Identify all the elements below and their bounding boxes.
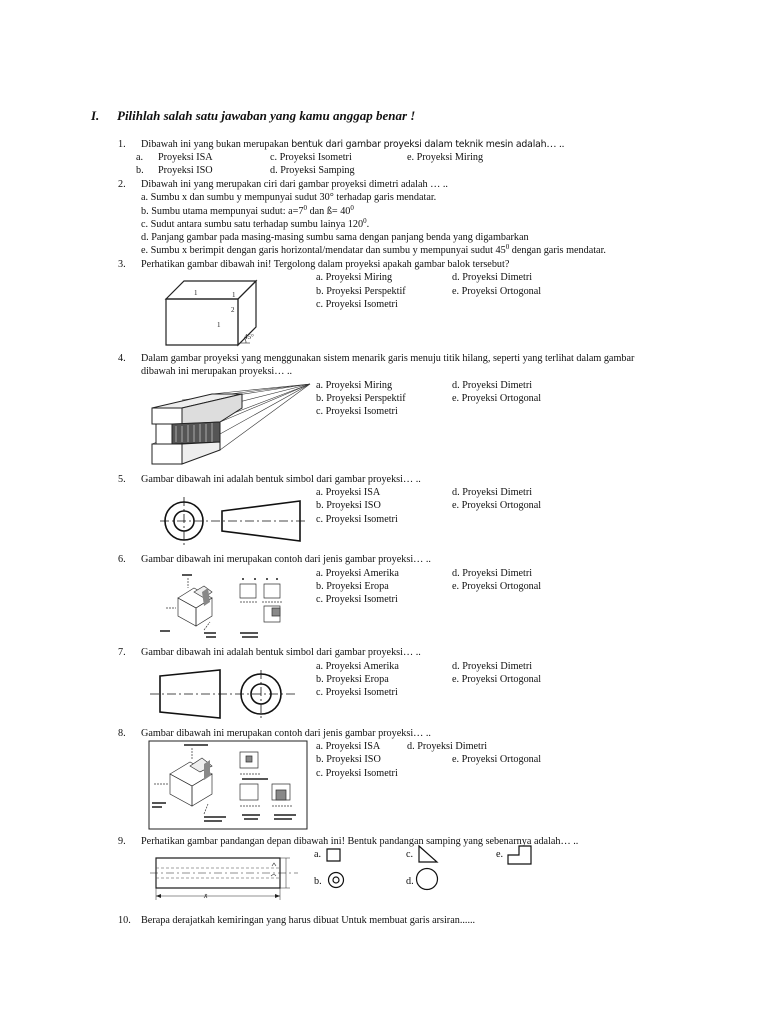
question-text: Perhatikan gambar pandangan depan dibawah ini! Bentuk pandangan samping yang sebenarnya adalah… .. xyxy=(141,836,579,847)
option-text: e. Proyeksi Ortogonal xyxy=(452,393,542,404)
option-text: a. Proyeksi Amerika xyxy=(316,568,399,579)
question-text: Gambar dibawah ini adalah bentuk simbol dari gambar proyeksi… .. xyxy=(141,647,421,658)
option-text: b. Proyeksi ISO xyxy=(316,500,381,511)
option-text: b. Proyeksi Eropa xyxy=(316,581,389,592)
option-text: d. Panjang gambar pada masing-masing sumbu sama dengan panjang benda yang digambarkan xyxy=(141,232,529,243)
option-text: c. Proyeksi Isometri xyxy=(316,514,398,525)
question-number: 10. xyxy=(118,915,131,926)
option-text: d. Proyeksi Dimetri xyxy=(452,661,533,672)
option-text: Proyeksi ISO xyxy=(158,165,213,176)
question-text xyxy=(141,138,564,151)
option-text: e. Sumbu x berimpit dengan garis horizontal/mendatar dan sumbu y mempunyai sudut $45^0$ dengan garis mendatar. xyxy=(141,243,606,256)
projection-symbol-figure xyxy=(160,497,310,547)
question-number: 7. xyxy=(118,647,126,658)
figure-label: 45° xyxy=(244,333,254,341)
option-text: c. Proyeksi Isometri xyxy=(316,299,398,310)
front-view-figure xyxy=(150,852,300,902)
option-text: d. Proyeksi Dimetri xyxy=(452,272,533,283)
option-letter: e. xyxy=(496,849,504,860)
option-text: e. Proyeksi Ortogonal xyxy=(452,674,542,685)
question-number: 6. xyxy=(118,554,126,565)
question-text: Gambar dibawah ini merupakan contoh dari jenis gambar proyeksi… .. xyxy=(141,554,431,565)
figure-label: 1 xyxy=(232,291,236,299)
question-text-prefix: Dibawah ini yang bukan merupakan xyxy=(141,139,289,150)
question-text: Perhatikan gambar dibawah ini! Tergolong dalam proyeksi apakah gambar balok tersebut? xyxy=(141,259,510,270)
option-letter: b. xyxy=(314,876,322,887)
option-b-ring-icon xyxy=(327,871,345,889)
option-letter: d. xyxy=(406,876,414,887)
option-text: b. Proyeksi Eropa xyxy=(316,674,389,685)
option-letter: a. xyxy=(136,152,144,163)
option-text: c. Proyeksi Isometri xyxy=(270,152,352,163)
question-number: 8. xyxy=(118,728,126,739)
option-d-circle-icon xyxy=(415,867,439,891)
question-text: Gambar dibawah ini adalah bentuk simbol dari gambar proyeksi… .. xyxy=(141,474,421,485)
oblique-box-figure xyxy=(160,275,260,347)
option-text: b. Proyeksi ISO xyxy=(316,754,381,765)
figure-label: 1 xyxy=(194,289,198,297)
option-text: b. Proyeksi Perspektif xyxy=(316,286,406,297)
figure-label: 1 xyxy=(217,321,221,329)
section-title: Pilihlah salah satu jawaban yang kamu anggap benar ! xyxy=(117,108,416,123)
question-number: 3. xyxy=(118,259,126,270)
question-text: Gambar dibawah ini merupakan contoh dari jenis gambar proyeksi… .. xyxy=(141,728,431,739)
option-text: a. Proyeksi ISA xyxy=(316,741,381,752)
projection-symbol-figure-2 xyxy=(150,670,300,720)
option-text: c. Proyeksi Isometri xyxy=(316,406,398,417)
question-text-suffix: … .. xyxy=(546,139,565,150)
option-letter: b. xyxy=(136,165,144,176)
option-text: d. Proyeksi Samping xyxy=(270,165,355,176)
option-text: e. Proyeksi Ortogonal xyxy=(452,500,542,511)
option-text: c. Sudut antara sumbu satu terhadap sumbu lainya $120^0$. xyxy=(141,217,370,230)
option-text: d. Proyeksi Dimetri xyxy=(452,568,533,579)
option-e-step-shape-icon xyxy=(507,845,533,865)
question-text-handwritten: bentuk dari gambar proyeksi dalam teknik mesin adalah xyxy=(291,139,547,150)
option-text: d. Proyeksi Dimetri xyxy=(452,380,533,391)
question-number: 1. xyxy=(118,139,126,150)
option-text: b. Sumbu utama mempunyai sudut: $a=7^0$ dan ß= $40^0$ xyxy=(141,204,354,217)
option-text: a. Proyeksi ISA xyxy=(316,487,381,498)
figure-label: 2 xyxy=(231,306,235,314)
option-text: e. Proyeksi Ortogonal xyxy=(452,754,542,765)
option-text: e. Proyeksi Ortogonal xyxy=(452,581,542,592)
option-text: a. Proyeksi Miring xyxy=(316,380,393,391)
option-text: c. Proyeksi Isometri xyxy=(316,768,398,779)
option-c-triangle-icon xyxy=(418,845,438,863)
option-text: a. Sumbu x dan sumbu y mempunyai sudut 30° terhadap garis mendatar. xyxy=(141,192,437,203)
option-text: a. Proyeksi Miring xyxy=(316,272,393,283)
question-text: Dibawah ini yang merupakan ciri dari gambar proyeksi dimetri adalah … .. xyxy=(141,179,448,190)
option-letter: a. xyxy=(314,849,322,860)
question-text: dibawah ini merupakan proyeksi… .. xyxy=(141,366,293,377)
option-text: b. Proyeksi Perspektif xyxy=(316,393,406,404)
question-number: 5. xyxy=(118,474,126,485)
question-text: Berapa derajatkah kemiringan yang harus dibuat Untuk membuat garis arsiran...... xyxy=(141,915,476,926)
question-number: 4. xyxy=(118,353,126,364)
question-number: 9. xyxy=(118,836,126,847)
question-number: 2. xyxy=(118,179,126,190)
option-text: Proyeksi ISA xyxy=(158,152,213,163)
option-letter: c. xyxy=(406,849,414,860)
american-projection-example-figure xyxy=(158,574,308,640)
question-text: Dalam gambar proyeksi yang menggunakan sistem menarik garis menuju titik hilang, seperti yang terlihat dalam gambar xyxy=(141,353,635,364)
option-text: e. Proyeksi Miring xyxy=(407,152,484,163)
european-projection-example-figure xyxy=(148,740,308,830)
section-number: I. xyxy=(91,108,100,123)
option-text: c. Proyeksi Isometri xyxy=(316,594,398,605)
option-text: d. Proyeksi Dimetri xyxy=(452,487,533,498)
option-text: c. Proyeksi Isometri xyxy=(316,687,398,698)
option-text: e. Proyeksi Ortogonal xyxy=(452,286,542,297)
perspective-figure xyxy=(142,380,312,470)
option-text: d. Proyeksi Dimetri xyxy=(407,741,488,752)
option-a-square-icon xyxy=(326,848,342,862)
option-text: a. Proyeksi Amerika xyxy=(316,661,399,672)
